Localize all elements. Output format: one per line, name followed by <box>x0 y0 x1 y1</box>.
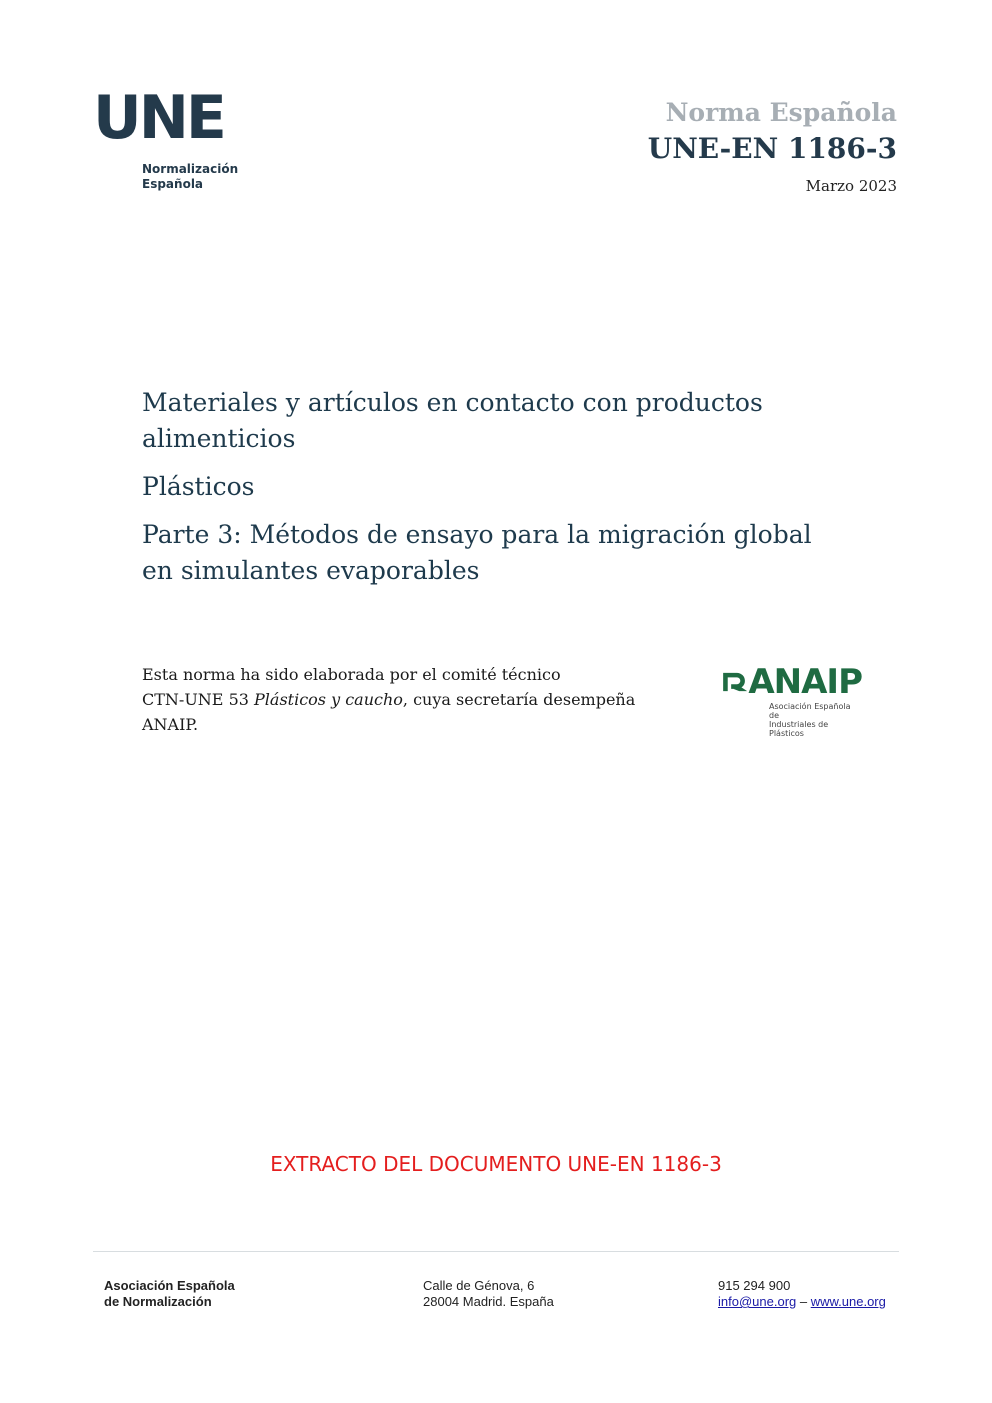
norma-label: Norma Española <box>665 98 897 127</box>
une-logo-wordmark: UNE <box>93 83 224 153</box>
anaip-caption-line1: Asociación Española de <box>769 702 851 720</box>
footer-addr-line2: 28004 Madrid. España <box>423 1294 554 1309</box>
title-line-4: Parte 3: Métodos de ensayo para la migración global <box>142 520 812 549</box>
extract-banner: EXTRACTO DEL DOCUMENTO UNE-EN 1186-3 <box>270 1152 722 1176</box>
document-title <box>142 385 862 589</box>
committee-statement <box>142 662 662 737</box>
footer-org-line2: de Normalización <box>104 1294 212 1309</box>
une-logo <box>93 83 239 200</box>
publication-date: Marzo 2023 <box>805 177 897 195</box>
norma-code: UNE-EN 1186-3 <box>647 132 897 165</box>
committee-line-3: ANAIP. <box>142 715 199 734</box>
footer-phone: 915 294 900 <box>718 1278 791 1293</box>
committee-name: Plásticos y caucho <box>254 690 403 709</box>
une-logo-subtitle <box>142 162 239 192</box>
footer-divider <box>93 1251 899 1252</box>
footer-org-line1: Asociación Española <box>104 1278 235 1293</box>
title-line-1: Materiales y artículos en contacto con productos <box>142 388 763 417</box>
committee-code: CTN-UNE 53 <box>142 690 255 709</box>
title-line-3: Plásticos <box>142 472 255 501</box>
footer-contact <box>718 1278 886 1310</box>
footer-separator: – <box>796 1294 811 1309</box>
standard-header <box>648 97 897 195</box>
footer-organization <box>104 1278 235 1310</box>
anaip-wordmark: ANAIP <box>748 662 862 702</box>
title-line-5: en simulantes evaporables <box>142 556 480 585</box>
une-logo-sub-line2: Española <box>142 177 204 191</box>
committee-line-1: Esta norma ha sido elaborada por el comité técnico <box>142 665 561 684</box>
title-line-2: alimenticios <box>142 424 296 453</box>
footer-links <box>718 1294 886 1310</box>
footer-address <box>423 1278 554 1310</box>
anaip-mark-icon <box>722 664 748 700</box>
committee-line-2-suffix: , cuya secretaría desempeña <box>402 690 636 709</box>
email-link[interactable]: info@une.org <box>718 1294 797 1309</box>
website-link[interactable]: www.une.org <box>810 1294 886 1309</box>
committee-line-2 <box>142 687 662 712</box>
anaip-logo <box>722 662 862 738</box>
anaip-caption <box>769 702 862 738</box>
anaip-caption-line2: Industriales de Plásticos <box>769 720 829 738</box>
une-logo-sub-line1: Normalización <box>142 162 239 176</box>
footer-addr-line1: Calle de Génova, 6 <box>423 1278 535 1293</box>
